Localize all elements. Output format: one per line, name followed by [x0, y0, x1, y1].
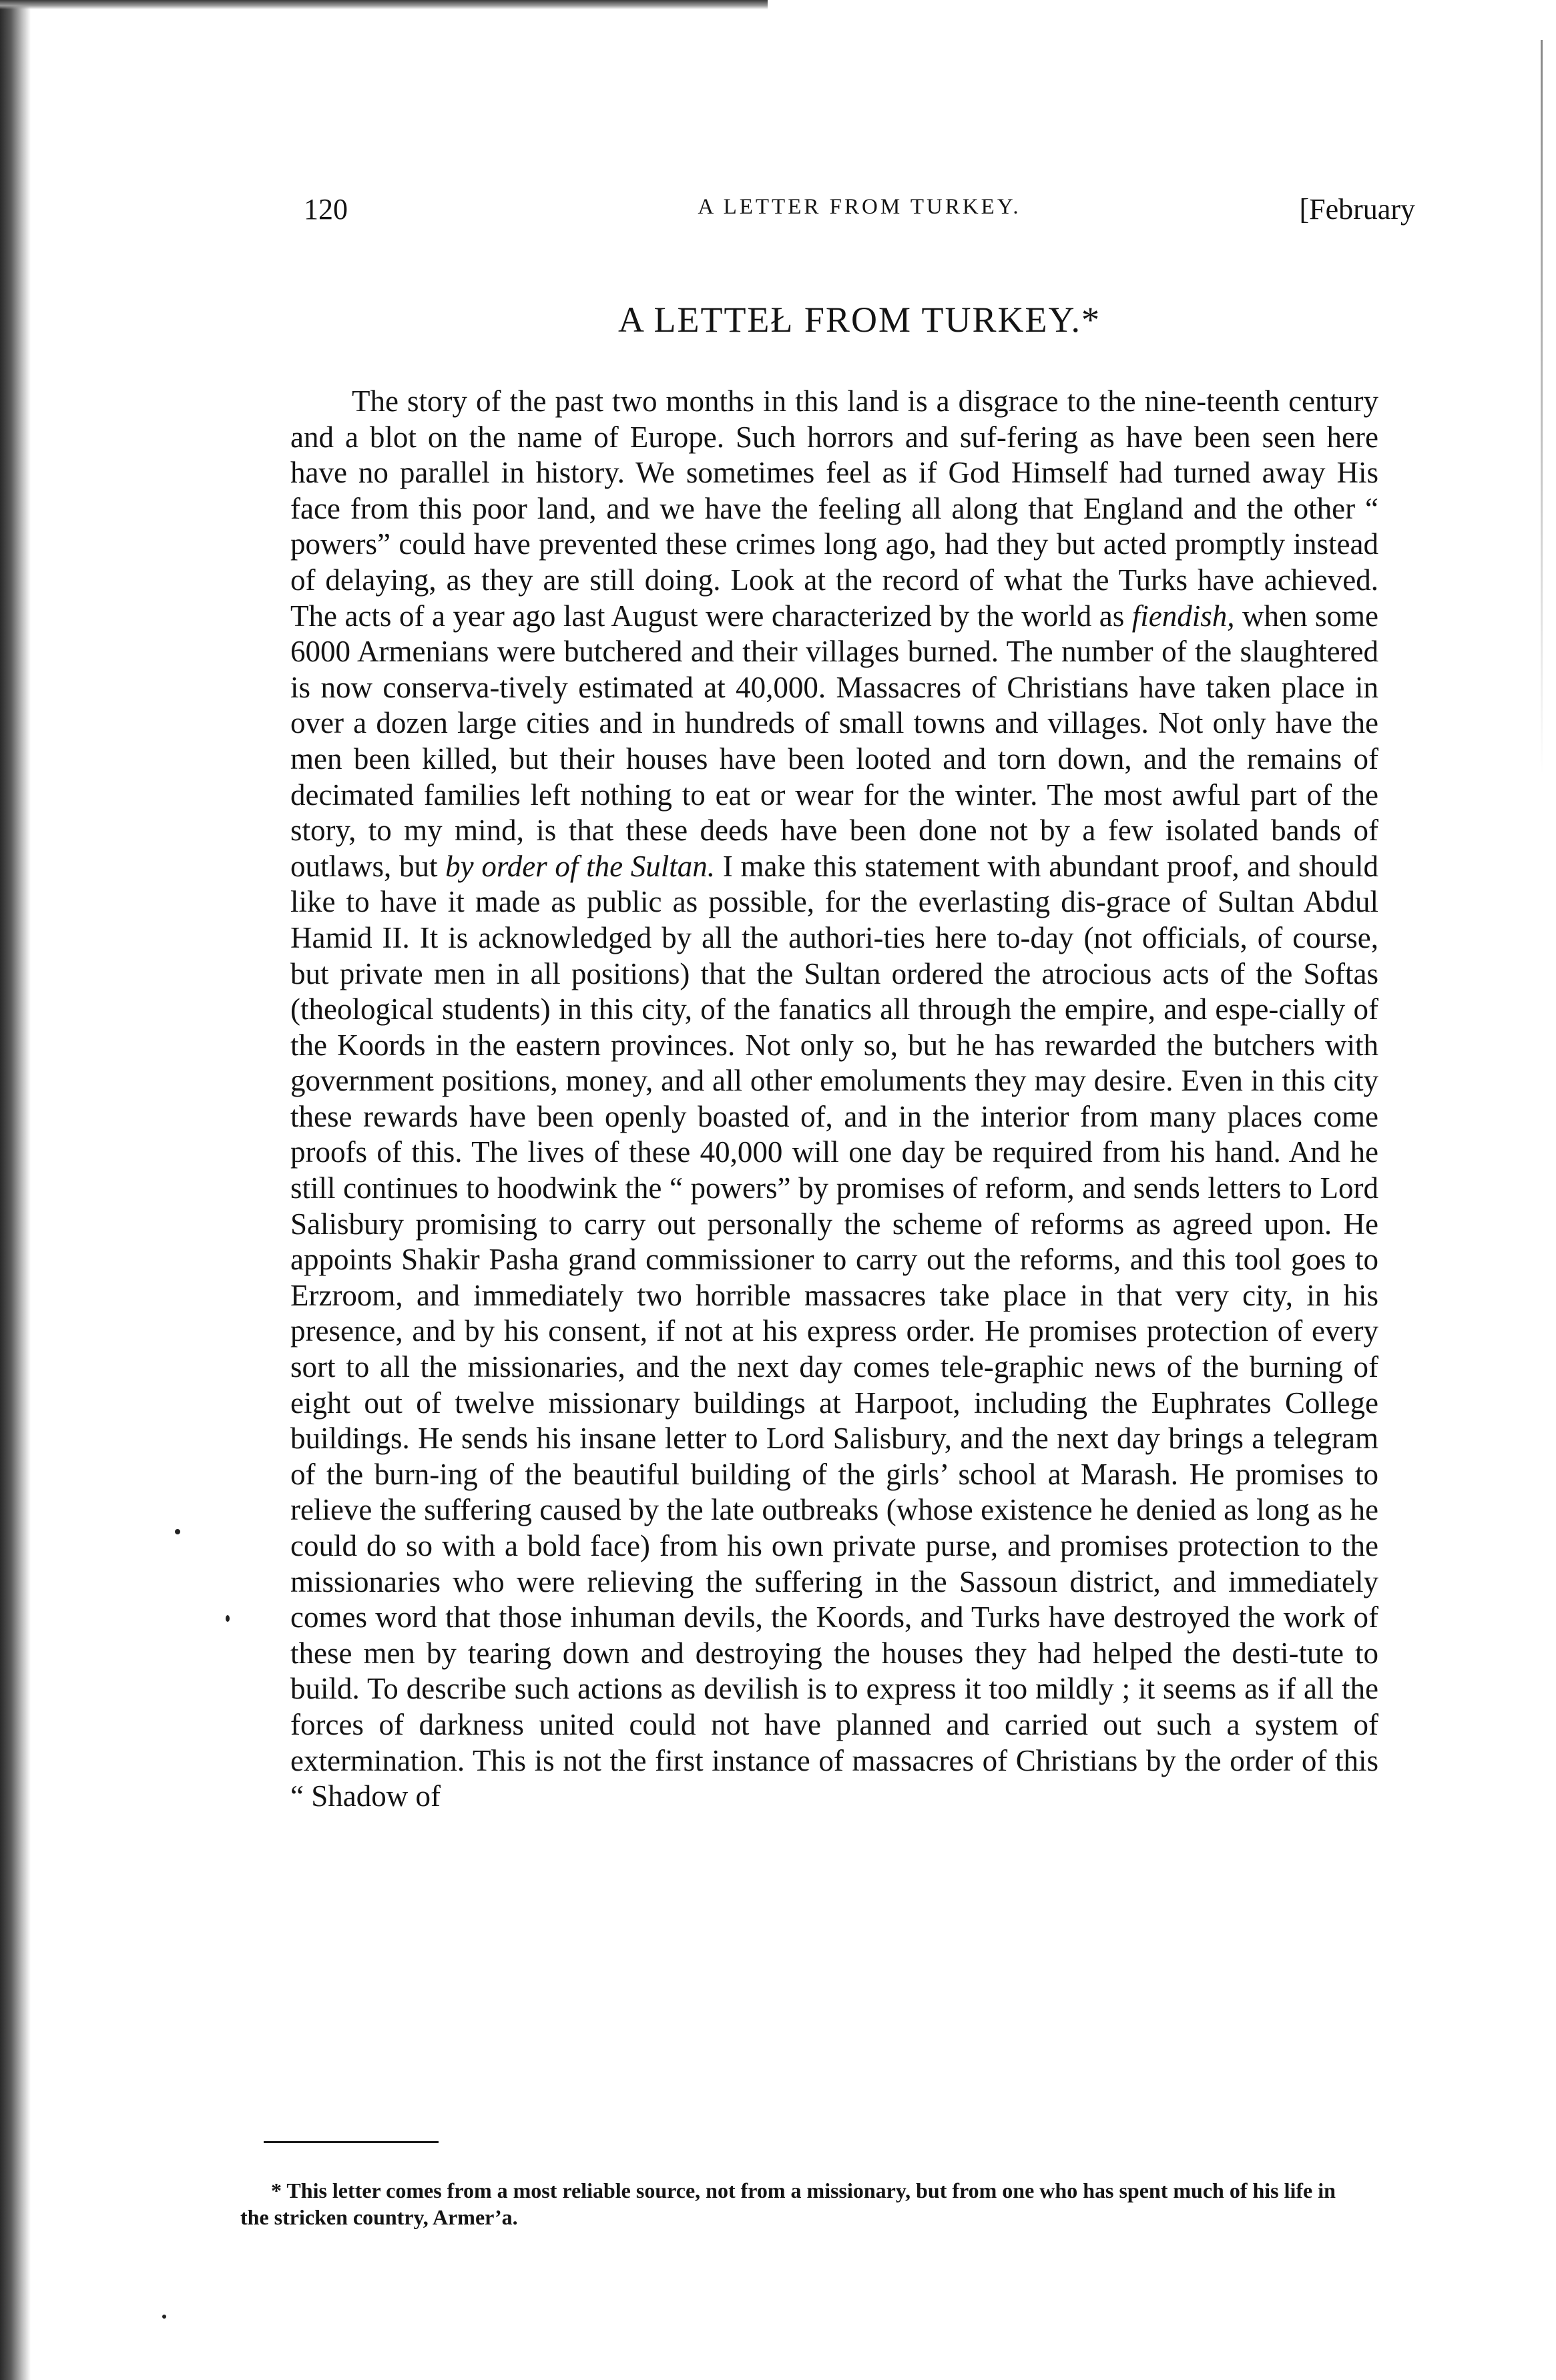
scan-speck: [226, 1615, 230, 1622]
issue-month: [February: [1299, 193, 1415, 226]
page-number: 120: [304, 193, 348, 226]
scan-edge-top: [0, 0, 768, 9]
body-text-run-2: when some 6000 Armenians were butchered and their villages burned. The number of the slaughtered is now conserva-tively estimated at 40,000. Massacres of Christians have taken place in over a dozen large cities and in hundreds of small towns and villages. Not only have the men been killed, but their houses have been looted and torn down, and the remains of decimated families left nothing to eat or wear for the winter. The most awful part of the story, to my mind, is that these deeds have been done not by a few isolated bands of outlaws, but: [290, 599, 1378, 883]
scan-speck: [175, 1529, 180, 1534]
scan-edge-left: [0, 0, 31, 2380]
footnote-divider: [264, 2141, 439, 2143]
emphasis-fiendish: fiendish,: [1131, 599, 1235, 633]
scan-edge-right: [1541, 40, 1543, 774]
body-text-run-1: The story of the past two months in this land is a disgrace to the nine-teenth century and a blot on the name of Europe. Such horrors and suf-fering as have been seen here have no parallel in history. We sometimes feel as if God Himself had turned away His face from this poor land, and we have the feeling all along that England and the other “ powers” could have prevented these crimes long ago, had they but acted promptly instead of delaying, as they are still doing. Look at the record of what the Turks have achieved. The acts of a year ago last August were characterized by the world as: [290, 384, 1378, 633]
page-header: [304, 192, 1415, 232]
body-text-run-3: I make this statement with abundant proof, and should like to have it made as public as possible, for the everlasting dis-grace of Sultan Abdul Hamid II. It is acknowledged by all the authori-ties here to-day (not officials, of course, but private men in all positions) that the Sultan ordered the atrocious acts of the Softas (theological students) in this city, of the fanatics all through the empire, and espe-cially of the Koords in the eastern provinces. Not only so, but he has rewarded the butchers with government positions, money, and all other emoluments they may desire. Even in this city these rewards have been openly boasted of, and in the interior from many places come proofs of this. The lives of these 40,000 will one day be required from his hand. And he still continues to hoodwink the “ powers” by promises of reform, and sends letters to Lord Salisbury promising to carry out personally the scheme of reforms as agreed upon. He appoints Shakir Pasha grand commissioner to carry out the reforms, and this tool goes to Erzroom, and immediately two horrible massacres take place in that very city, in his presence, and by his consent, if not at his express order. He promises protection of every sort to all the missionaries, and the next day comes tele-graphic news of the burning of eight out of twelve missionary buildings at Harpoot, including the Euphrates College buildings. He sends his insane letter to Lord Salisbury, and the next day brings a telegram of the burn-ing of the beautiful building of the girls’ school at Marash. He promises to relieve the suffering caused by the late outbreaks (whose existence he denied as long as he could do so with a bold face) from his own private purse, and promises protection to the missionaries who were relieving the suffering in the Sassoun district, and immediately comes word that those inhuman devils, the Koords, and Turks have destroyed the work of these men by tearing down and destroying the houses they had helped the desti-tute to build. To describe such actions as devilish is to express it too mildly ; it seems as if all the forces of darkness united could not have planned and carried out such a system of extermination. This is not the first instance of massacres of Christians by the order of this “ Shadow of: [290, 849, 1378, 1813]
article-title: A LETTEŁ FROM TURKEY.*: [617, 300, 1101, 340]
emphasis-by-order-of-sultan: by order of the Sultan.: [445, 849, 716, 883]
article-body-paragraph: [290, 384, 1378, 1815]
footnote: * This letter comes from a most reliable source, not from a missionary, but from one who has spent much of his life in the stricken country, Armer’a.: [240, 2178, 1336, 2229]
scan-speck: [162, 2315, 166, 2319]
running-title: A LETTER FROM TURKEY.: [698, 195, 1021, 219]
